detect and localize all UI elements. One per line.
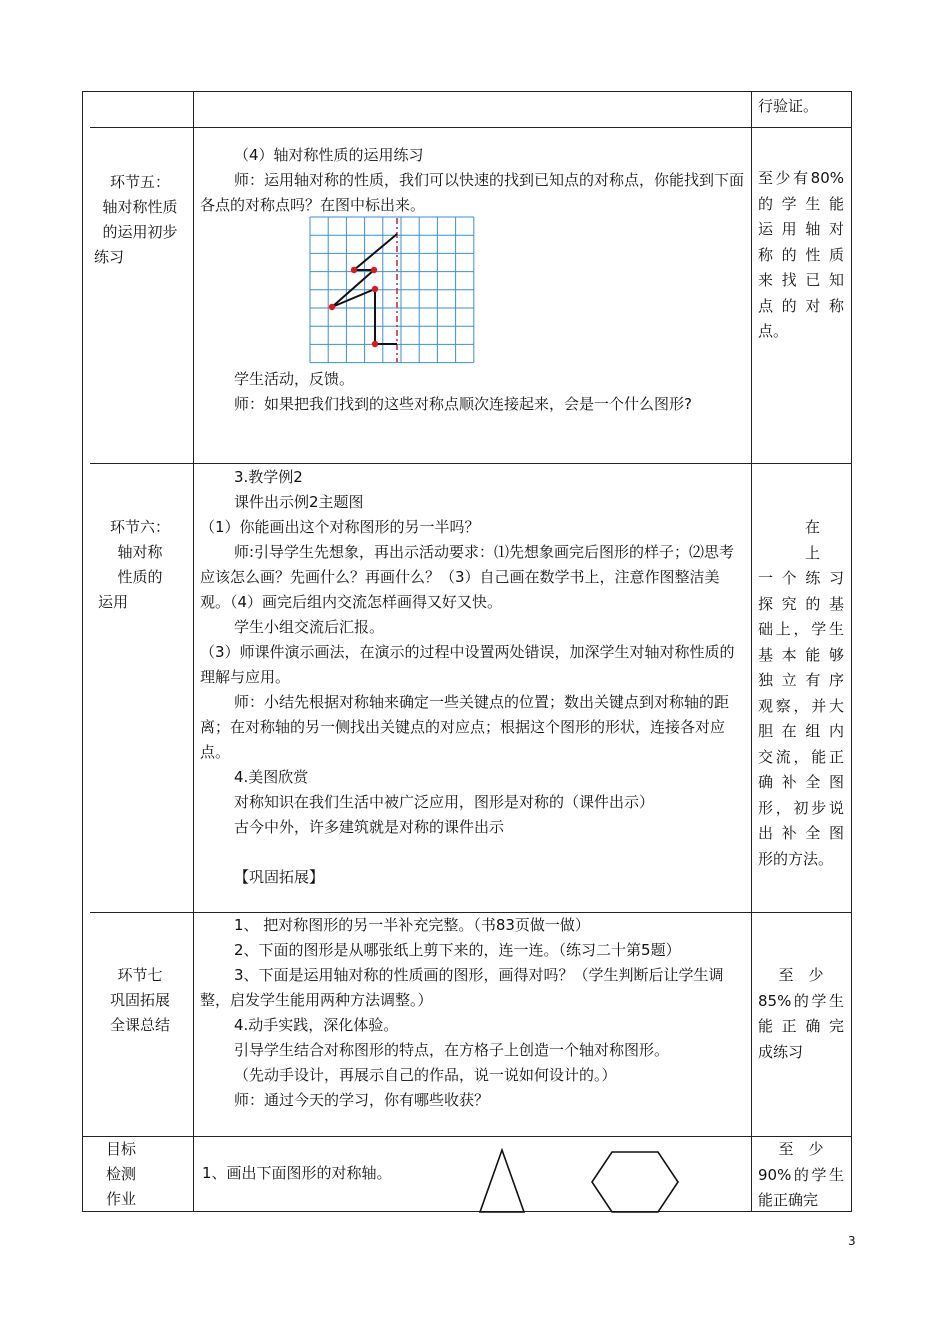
row5-stage-label [88,1137,186,1212]
goal-line: 点的对称 [758,296,844,315]
content-para: 师:引导学生先想象，再出示活动要求：⑴先想象画完后图形的样子；⑵思考应该怎么画？先画什么？再画什么？（3）自己画在数学书上，注意作图整洁美观。（4）画完后组内交流怎样画得又好又快。 [200,543,735,611]
content-para: 学生小组交流后汇报。 [234,618,385,636]
goal-line: 确补全图 [758,773,844,791]
content-para: 3.教学例2 [234,468,303,486]
triangle-shape [478,1148,526,1214]
row-divider-1 [90,127,852,128]
row3-content [200,465,748,890]
row2-content-after [200,367,748,417]
stage-line: 轴对称性质 [102,198,178,216]
goal-line: 观察，并大 [758,696,844,715]
table-divider-1 [193,91,194,1212]
row2-content [200,143,748,218]
table-border-bottom [82,1211,852,1212]
content-para: 1、 把对称图形的另一半补充完整。（书83页做一做） [234,916,590,934]
stage-line: 作业 [106,1190,137,1208]
row1-right [758,94,844,120]
stage-line: 全课总结 [109,1016,170,1034]
goal-line: 至 少 [778,1140,824,1158]
content-para: 2、下面的图形是从哪张纸上剪下来的，连一连。（练习二十第5题） [234,941,681,959]
known-point [329,304,335,310]
goal-line: 探究的基 [758,594,844,613]
goal-line: 胆在组内 [758,722,844,740]
stage-line: 轴对称 [117,543,163,561]
content-para: 古今中外，许多建筑就是对称的课件出示 [234,818,505,836]
content-para: 对称知识在我们生活中被广泛应用，图形是对称的（课件出示） [234,793,655,811]
goal-line: 的学生能 [758,194,844,213]
goal-line: 90%的学生 [758,1165,844,1184]
table-border-left [82,91,83,1212]
row4-goal [758,963,844,1065]
section-heading: 【巩固拓展】 [234,868,325,886]
content-para: 3、下面是运用轴对称的性质画的图形，画得对吗？（学生判断后让学生调整，启发学生能用两种方法调整。） [200,966,724,1009]
known-point [371,267,377,273]
stage-line: 练习 [94,248,125,266]
row3-goal [758,515,844,872]
stage-line: 的运用初步 [102,223,178,241]
goal-line: 独立有序 [758,671,844,689]
goal-line: 称的性质 [758,245,844,264]
content-para: 师：运用轴对称的性质，我们可以快速的找到已知点的对称点，你能找到下面各点的对称点吗？在图中标出来。 [200,171,745,214]
content-para: 引导学生结合对称图形的特点，在方格子上创造一个轴对称图形。 [234,1041,670,1059]
goal-line: 出补全图 [758,824,844,842]
stage-line: 环节五： [109,173,170,191]
goal-line: 一个练习 [758,569,844,587]
content-para: （3）师课件演示画法，在演示的过程中设置两处错误，加深学生对轴对称性质的理解与应用。 [200,643,735,686]
content-para: （1）你能画出这个对称图形的另一半吗？ [200,518,480,536]
content-para: 4.美图欣赏 [234,768,309,786]
goal-line: 至 少 [778,966,824,984]
known-point [351,267,357,273]
goal-line: 点。 [758,322,789,340]
content-para: 学生活动，反馈。 [234,370,355,388]
row3-stage-label [88,515,192,615]
stage-line: 目标 [106,1140,137,1158]
row-divider-4 [82,1136,852,1137]
row2-goal [758,166,844,345]
content-para: 1、画出下面图形的对称轴。 [202,1164,392,1182]
row4-stage-label [88,963,192,1038]
goal-line: 形，初步说 [758,798,844,817]
known-point [372,286,378,292]
content-para: 师：小结先根据对称轴来确定一些关键点的位置；数出关键点到对称轴的距离；在对称轴的另一侧找出关键点的对应点；根据这个图形的形状，连接各对应点。 [200,693,730,761]
row2-stage-label [88,170,192,270]
stage-line: 环节六： [109,518,170,536]
symmetry-grid-figure [306,214,484,364]
row4-content [200,913,748,1113]
stage-line: 巩固拓展 [109,991,170,1009]
goal-line: 能正确完 [758,1191,819,1209]
content-para: （4）轴对称性质的运用练习 [234,146,424,164]
content-para: 师：通过今天的学习，你有哪些收获？ [234,1091,490,1109]
stage-line: 运用 [98,593,129,611]
content-para: 师：如果把我们找到的这些对称点顺次连接起来，会是一个什么图形? [234,395,692,413]
stage-line: 检测 [106,1165,137,1183]
row5-goal [758,1137,844,1214]
table-border-right [851,91,852,1212]
goal-line: 成练习 [758,1042,804,1061]
goal-line: 来找已知 [758,271,844,289]
content-para: 4.动手实践，深化体验。 [234,1016,399,1034]
goal-line: 85%的学生 [758,991,844,1010]
goal-line: 础上，学生 [758,620,844,638]
content-para: （先动手设计，再展示自己的作品，说一说如何设计的。） [234,1066,617,1084]
goal-line: 能正确完 [758,1017,844,1035]
row1-right-line: 行验证。 [758,97,819,115]
content-para: 课件出示例2主题图 [234,493,364,511]
known-point [372,341,378,347]
table-divider-2 [751,91,752,1212]
page-number: 3 [848,1234,856,1248]
stage-line: 性质的 [117,568,163,586]
goal-line: 基本能够 [758,645,844,664]
goal-line: 至少有80% [758,169,844,187]
stage-line: 环节七 [117,966,163,984]
row-divider-2 [90,463,852,464]
table-border-top [82,91,852,92]
goal-line: 交流，能正 [758,747,844,766]
goal-line: 在 上 [804,518,838,562]
hexagon-shape [590,1150,680,1214]
goal-line: 形的方法。 [758,849,834,868]
goal-line: 运用轴对 [758,220,844,238]
